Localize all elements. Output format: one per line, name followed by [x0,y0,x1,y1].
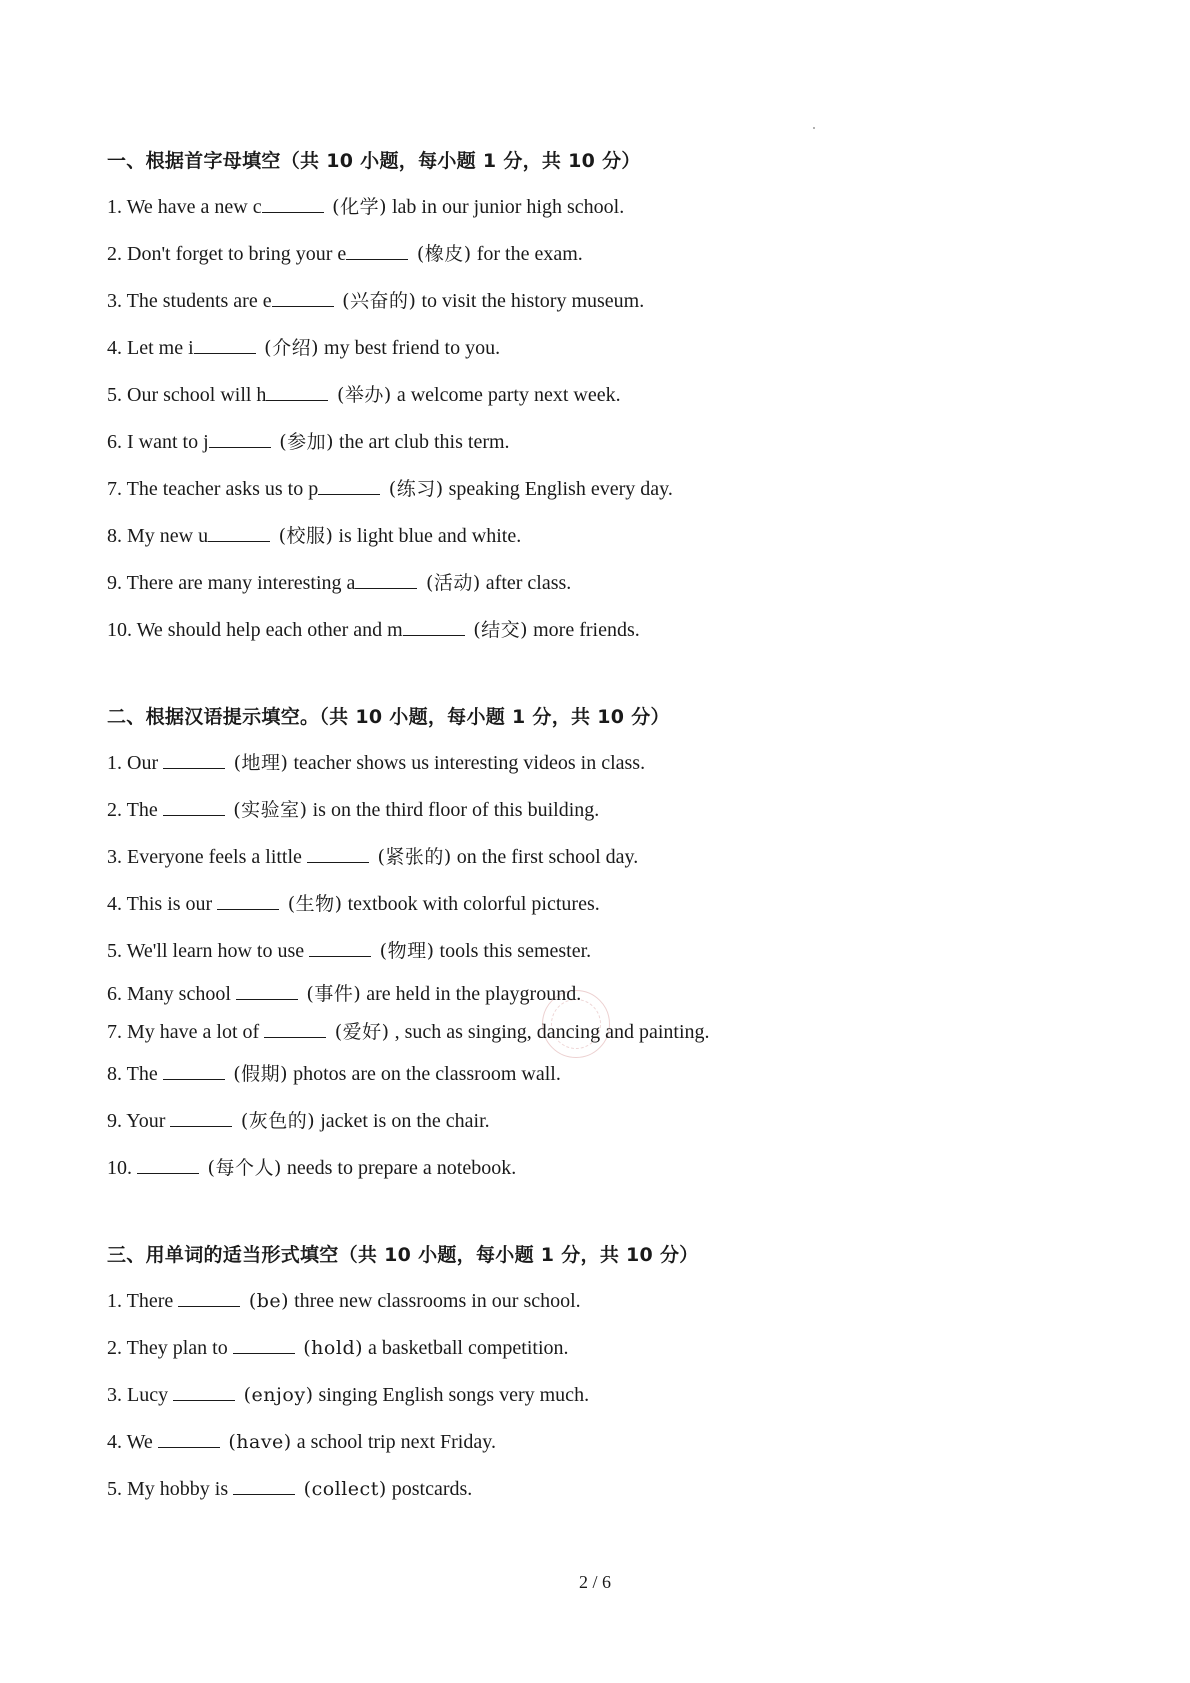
answer-blank[interactable] [307,846,369,863]
answer-blank[interactable] [346,243,408,260]
question-item: 8. The (假期) photos are on the classroom wall. [107,1063,561,1085]
answer-blank[interactable] [209,431,271,448]
question-item: 6. Many school (事件) are held in the playground. [107,983,582,1005]
answer-blank[interactable] [194,337,256,354]
section-title: 一、根据首字母填空（共 10 小题，每小题 1 分，共 10 分） [107,150,641,172]
stray-dot [813,127,815,129]
answer-blank[interactable] [163,752,225,769]
question-item: 5. Our school will h (举办) a welcome party next week. [107,384,621,406]
worksheet-content [107,148,1087,1513]
question-item: 1. There (be) three new classrooms in our school. [107,1290,581,1312]
answer-blank[interactable] [233,1337,295,1354]
answer-blank[interactable] [173,1384,235,1401]
question-item: 1. We have a new c (化学) lab in our junior high school. [107,196,625,218]
question-item: 9. Your (灰色的) jacket is on the chair. [107,1110,490,1132]
answer-blank[interactable] [309,940,371,957]
question-item: 10. We should help each other and m (结交) more friends. [107,619,640,641]
question-item: 7. My have a lot of (爱好) , such as singing, dancing and painting. [107,1021,710,1043]
answer-blank[interactable] [318,478,380,495]
section-1 [107,148,1087,654]
question-item: 3. The students are e (兴奋的) to visit the history museum. [107,290,645,312]
answer-blank[interactable] [272,290,334,307]
answer-blank[interactable] [236,983,298,1000]
question-item: 1. Our (地理) teacher shows us interesting videos in class. [107,752,646,774]
answer-blank[interactable] [163,799,225,816]
question-item: 4. We (have) a school trip next Friday. [107,1431,496,1453]
section-title: 三、用单词的适当形式填空（共 10 小题，每小题 1 分，共 10 分） [107,1244,699,1266]
question-item: 5. My hobby is (collect) postcards. [107,1478,473,1500]
answer-blank[interactable] [170,1110,232,1127]
answer-blank[interactable] [178,1290,240,1307]
section-2 [107,704,1087,1192]
answer-blank[interactable] [158,1431,220,1448]
answer-blank[interactable] [266,384,328,401]
answer-blank[interactable] [208,525,270,542]
question-item: 3. Everyone feels a little (紧张的) on the first school day. [107,846,639,868]
answer-blank[interactable] [217,893,279,910]
question-item: 2. The (实验室) is on the third floor of this building. [107,799,600,821]
question-item: 4. This is our (生物) textbook with colorful pictures. [107,893,600,915]
answer-blank[interactable] [163,1063,225,1080]
question-item: 2. They plan to (hold) a basketball competition. [107,1337,569,1359]
question-item: 8. My new u (校服) is light blue and white. [107,525,522,547]
answer-blank[interactable] [137,1157,199,1174]
question-item: 7. The teacher asks us to p (练习) speaking English every day. [107,478,673,500]
question-item: 2. Don't forget to bring your e (橡皮) for the exam. [107,243,583,265]
question-item: 5. We'll learn how to use (物理) tools this semester. [107,940,592,962]
question-item: 6. I want to j (参加) the art club this term. [107,431,510,453]
answer-blank[interactable] [264,1021,326,1038]
question-item: 4. Let me i (介绍) my best friend to you. [107,337,501,359]
page-number: 2 / 6 [578,1572,611,1592]
section-3 [107,1242,1087,1513]
answer-blank[interactable] [403,619,465,636]
answer-blank[interactable] [355,572,417,589]
question-item: 10. (每个人) needs to prepare a notebook. [107,1157,517,1179]
question-item: 3. Lucy (enjoy) singing English songs very much. [107,1384,590,1406]
answer-blank[interactable] [233,1478,295,1495]
question-item: 9. There are many interesting a (活动) after class. [107,572,572,594]
answer-blank[interactable] [262,196,324,213]
section-title: 二、根据汉语提示填空。（共 10 小题，每小题 1 分，共 10 分） [107,706,670,728]
